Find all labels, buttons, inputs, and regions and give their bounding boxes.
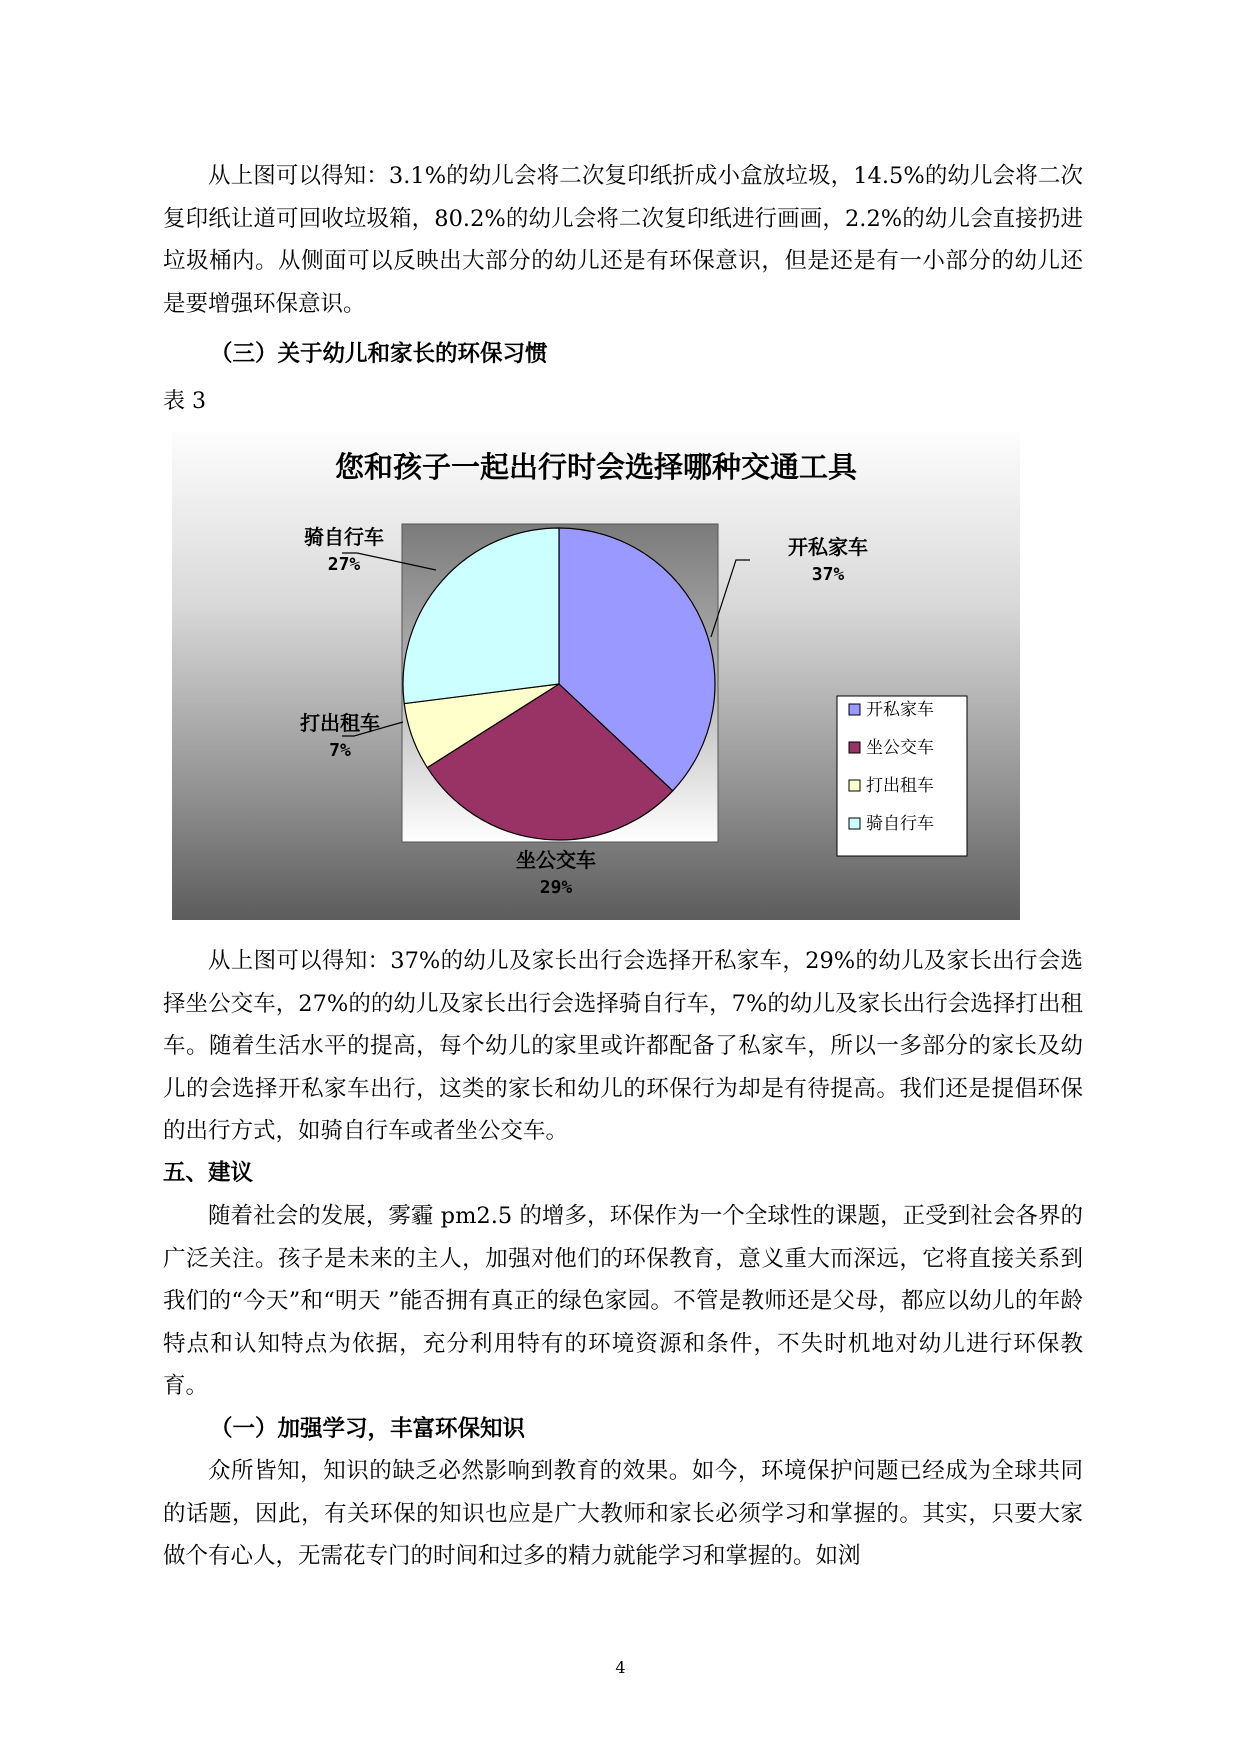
paragraph-study: 众所皆知，知识的缺乏必然影响到教育的效果。如今，环境保护问题已经成为全球共同的话题，因此，有关环保的知识也应是广大教师和家长必须学习和掌握的。其实，只要大家做个有心人，无需花专门的时间和过多的精力就能学习和掌握的。如浏 bbox=[163, 1458, 1083, 1569]
slice-label-1: 开私家车 bbox=[788, 535, 868, 559]
paragraph-analysis: 从上图可以得知：37%的幼儿及家长出行会选择开私家车，29%的幼儿及家长出行会选择坐公交车，27%的的幼儿及家长出行会选择骑自行车，7%的幼儿及家长出行会选择打出租车。随着生活水平的提高，每个幼儿的家里或许都配备了私家车，所以一多部分的家长及幼儿的会选择开私家车出行，这类的家长和幼儿的环保行为却是有待提高。我们还是提倡环保的出行方式，如骑自行车或者坐公交车。 bbox=[163, 948, 1083, 1144]
page-number: 4 bbox=[615, 1658, 626, 1677]
slice-label-3: 打出租车 bbox=[300, 711, 380, 735]
slice-percent-1: 37% bbox=[811, 564, 845, 585]
legend-label-4: 骑自行车 bbox=[866, 814, 934, 834]
section-heading-suggestions: 五、建议 bbox=[163, 1160, 254, 1186]
legend-swatch-3 bbox=[849, 780, 860, 791]
chart-legend bbox=[837, 696, 967, 856]
slice-percent-4: 27% bbox=[327, 554, 361, 575]
legend-swatch-1 bbox=[849, 704, 860, 715]
slice-percent-2: 29% bbox=[539, 877, 573, 898]
legend-label-2: 坐公交车 bbox=[866, 738, 934, 758]
legend-label-1: 开私家车 bbox=[866, 700, 934, 720]
section-heading-study: （一）加强学习，丰富环保知识 bbox=[210, 1416, 526, 1442]
legend-label-3: 打出租车 bbox=[866, 776, 934, 796]
table-label: 表 3 bbox=[163, 389, 206, 414]
paragraph-suggestions: 随着社会的发展，雾霾 pm2.5 的增多，环保作为一个全球性的课题，正受到社会各界的广泛关注。孩子是未来的主人，加强对他们的环保教育，意义重大而深远，它将直接关系到我们的“今天”和“明天 ”能否拥有真正的绿色家园。不管是教师还是父母，都应以幼儿的年龄特点和认知特点为依据，充分利用特有的环境资源和条件，不失时机地对幼儿进行环保教育。 bbox=[163, 1203, 1083, 1399]
section-heading-habits: （三）关于幼儿和家长的环保习惯 bbox=[210, 341, 548, 367]
slice-label-4: 骑自行车 bbox=[304, 525, 384, 549]
pie-chart bbox=[172, 432, 1020, 920]
chart-title: 您和孩子一起出行时会选择哪种交通工具 bbox=[334, 450, 858, 484]
paragraph-intro: 从上图可以得知：3.1%的幼儿会将二次复印纸折成小盒放垃圾，14.5%的幼儿会将二次复印纸让道可回收垃圾箱，80.2%的幼儿会将二次复印纸进行画画，2.2%的幼儿会直接扔进垃圾桶内。从侧面可以反映出大部分的幼儿还是有环保意识，但是还是有一小部分的幼儿还是要增强环保意识。 bbox=[163, 163, 1083, 317]
slice-percent-3: 7% bbox=[329, 740, 351, 761]
slice-label-2: 坐公交车 bbox=[516, 848, 596, 872]
legend-swatch-4 bbox=[849, 818, 860, 829]
legend-swatch-2 bbox=[849, 742, 860, 753]
